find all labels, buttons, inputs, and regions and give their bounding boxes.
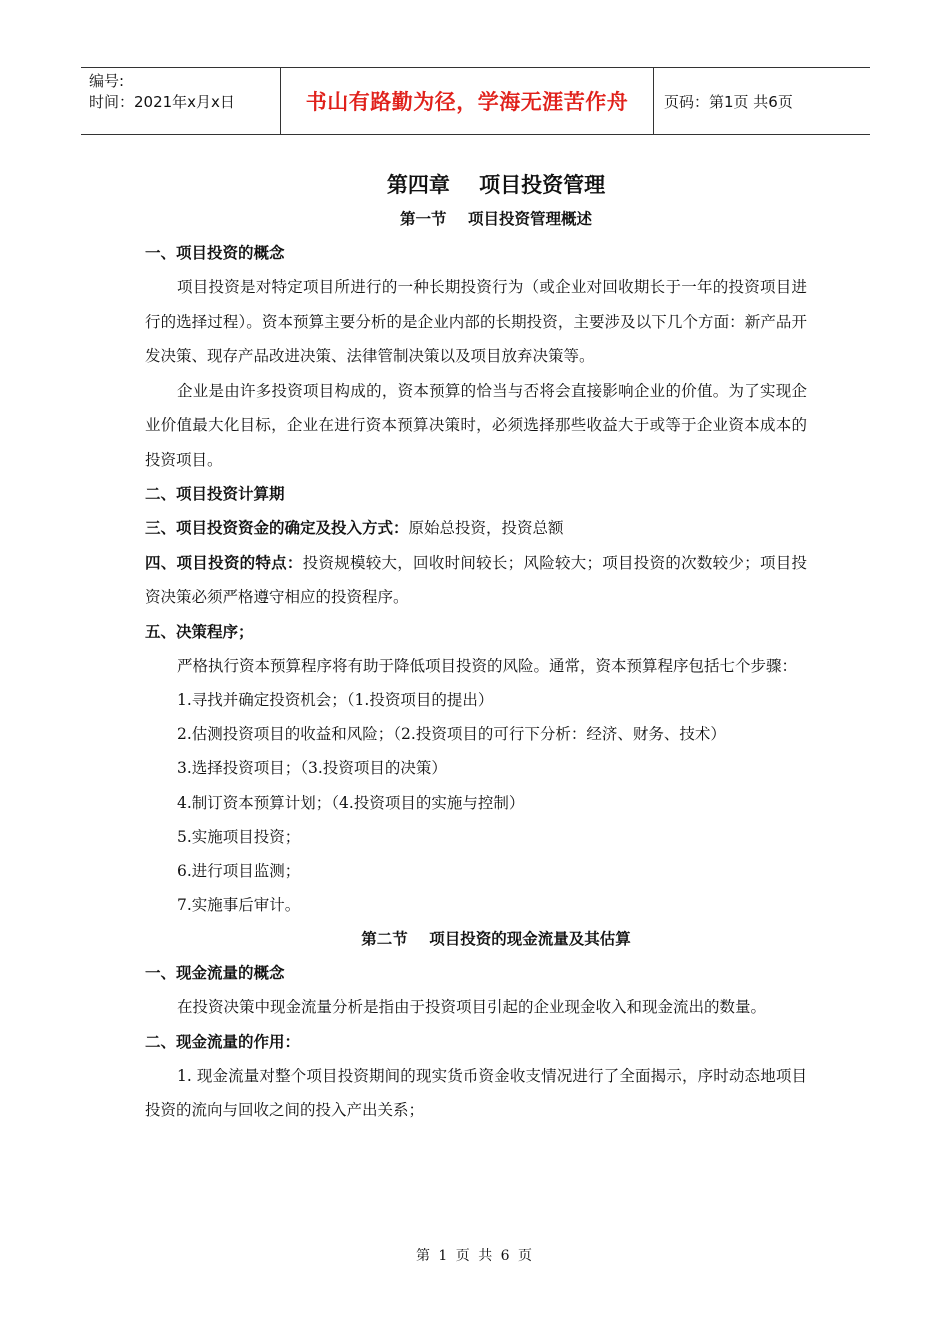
paragraph: 在投资决策中现金流量分析是指由于投资项目引起的企业现金收入和现金流出的数量。 (177, 998, 767, 1017)
document-body (145, 168, 807, 1128)
list-item: 3.选择投资项目；（3.投资项目的决策） (177, 759, 447, 778)
heading-with-text (145, 511, 807, 546)
section-title: 第一节 项目投资管理概述 (399, 210, 593, 228)
heading: 二、现金流量的作用： (145, 1032, 301, 1051)
list-item: 1.寻找并确定投资机会；（1.投资项目的提出） (177, 691, 494, 709)
paragraph: 项目投资是对特定项目所进行的一种长期投资行为（或企业对回收期长于一年的投资项目进行的选择过程）。资本预算主要分析的是企业内部的长期投资，主要涉及以下几个方面：新产品开发决策、现存产品改进决策、法律管制决策以及项目放弃决策等。 (145, 278, 807, 365)
heading: 四、项目投资的特点： (145, 553, 303, 572)
heading-with-text (145, 546, 807, 615)
list-item: 2.估测投资项目的收益和风险；（2.投资项目的可行下分析：经济、财务、技术） (177, 725, 726, 744)
paragraph: 严格执行资本预算程序将有助于降低项目投资的风险。通常，资本预算程序包括七个步骤： (177, 656, 798, 675)
paragraph: 企业是由许多投资项目构成的，资本预算的恰当与否将会直接影响企业的价值。为了实现企业价值最大化目标，企业在进行资本预算决策时，必须选择那些收益大于或等于企业资本成本的投资项目。 (145, 381, 807, 469)
chapter-title: 第四章 项目投资管理 (386, 173, 606, 197)
list-item: 4.制订资本预算计划；（4.投资项目的实施与控制） (177, 793, 525, 812)
paragraph: 1. 现金流量对整个项目投资期间的现实货币资金收支情况进行了全面揭示，序时动态地项目投资的流向与回收之间的投入产出关系； (145, 1066, 807, 1120)
heading: 三、项目投资资金的确定及投入方式： (145, 519, 409, 537)
list-item: 6.进行项目监测； (177, 862, 301, 881)
section-title: 第二节 项目投资的现金流量及其估算 (361, 930, 631, 949)
heading: 二、项目投资计算期 (145, 485, 285, 503)
list-item: 5.实施项目投资； (177, 827, 301, 846)
heading: 五、决策程序； (145, 622, 254, 641)
date-label: 时间：2021年x月x日 (89, 93, 235, 111)
heading: 一、项目投资的概念 (145, 244, 285, 262)
serial-label: 编号: (89, 72, 125, 90)
header-motto: 书山有路勤为径，学海无涯苦作舟 (281, 68, 654, 134)
header-page-info: 页码：第1页 共6页 (664, 92, 793, 111)
page-footer: 第 1 页 共 6 页 (415, 1248, 535, 1264)
heading-text: 原始总投资，投资总额 (408, 519, 564, 537)
header-meta (81, 68, 281, 134)
heading: 一、现金流量的概念 (145, 964, 285, 983)
page-header (81, 67, 870, 135)
heading-text: 投资规模较大，回收时间较长；风险较大；项目投资的次数较少；项目投资决策必须严格遵守相应的投资程序。 (145, 553, 807, 606)
list-item: 7.实施事后审计。 (177, 896, 301, 915)
